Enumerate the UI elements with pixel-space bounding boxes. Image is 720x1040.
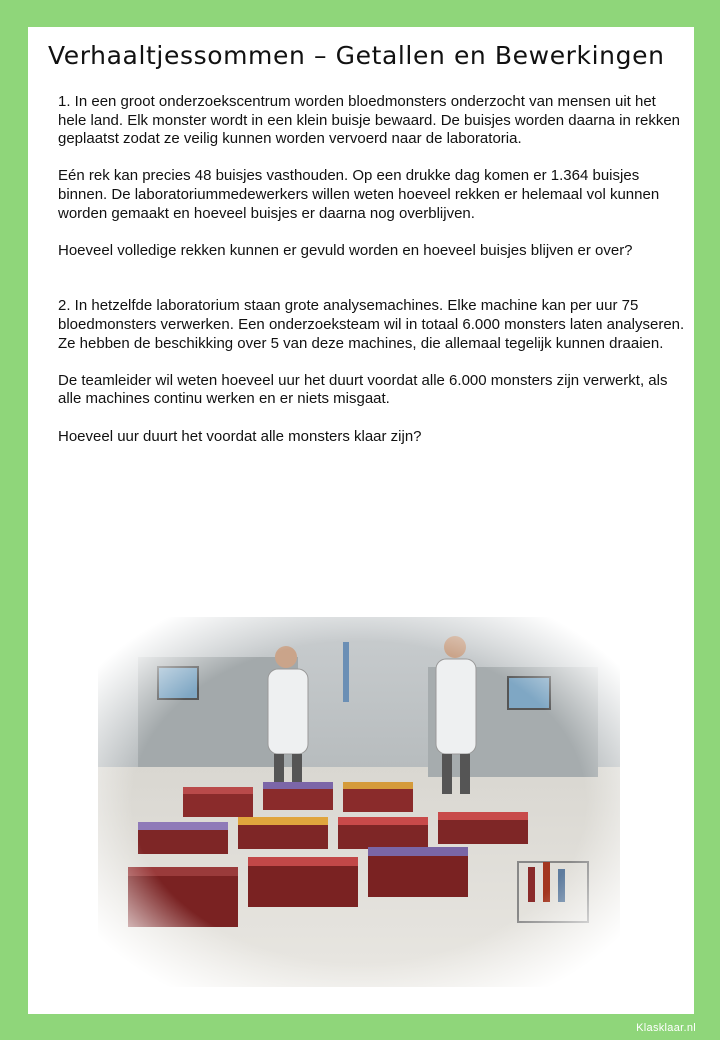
problem-1-intro: 1. In een groot onderzoekscentrum worden bloedmonsters onderzocht van mensen uit het hele land. Elk monster wordt in een klein buisje bewaard. De buisjes worden daarna in rekken geplaatst zodat ze veilig kunnen worden vervoerd naar de laboratoria. bbox=[58, 93, 681, 148]
worksheet-title: Verhaaltjessommen – Getallen en Bewerkingen bbox=[48, 41, 665, 70]
problem-1 bbox=[58, 93, 688, 260]
problem-1-details: Eén rek kan precies 48 buisjes vasthouden. Op een drukke dag komen er 1.364 buisjes binnen. De laboratoriummedewerkers willen weten hoeveel rekken er helemaal vol kunnen worden gemaakt en hoeveel buisjes er daarna nog overblijven. bbox=[58, 167, 660, 222]
problem-2 bbox=[58, 297, 688, 446]
problem-2-intro: 2. In hetzelfde laboratorium staan grote analysemachines. Elke machine kan per uur 75 bloedmonsters verwerken. Een onderzoeksteam wil in totaal 6.000 monsters laten analyseren. Ze hebben de beschikking over 5 van deze machines, die allemaal tegelijk kunnen draaien. bbox=[58, 297, 685, 352]
site-brand: Klasklaar.nl bbox=[636, 1022, 696, 1034]
worksheet-page bbox=[28, 27, 694, 1014]
problem-1-question: Hoeveel volledige rekken kunnen er gevuld worden en hoeveel buisjes blijven er over? bbox=[58, 241, 633, 259]
problem-2-details: De teamleider wil weten hoeveel uur het duurt voordat alle 6.000 monsters zijn verwerkt, als alle machines continu werken en er niets misgaat. bbox=[58, 371, 668, 408]
problem-2-question: Hoeveel uur duurt het voordat alle monsters klaar zijn? bbox=[58, 427, 422, 445]
laboratory-illustration bbox=[98, 617, 620, 987]
problems-text bbox=[58, 93, 688, 465]
